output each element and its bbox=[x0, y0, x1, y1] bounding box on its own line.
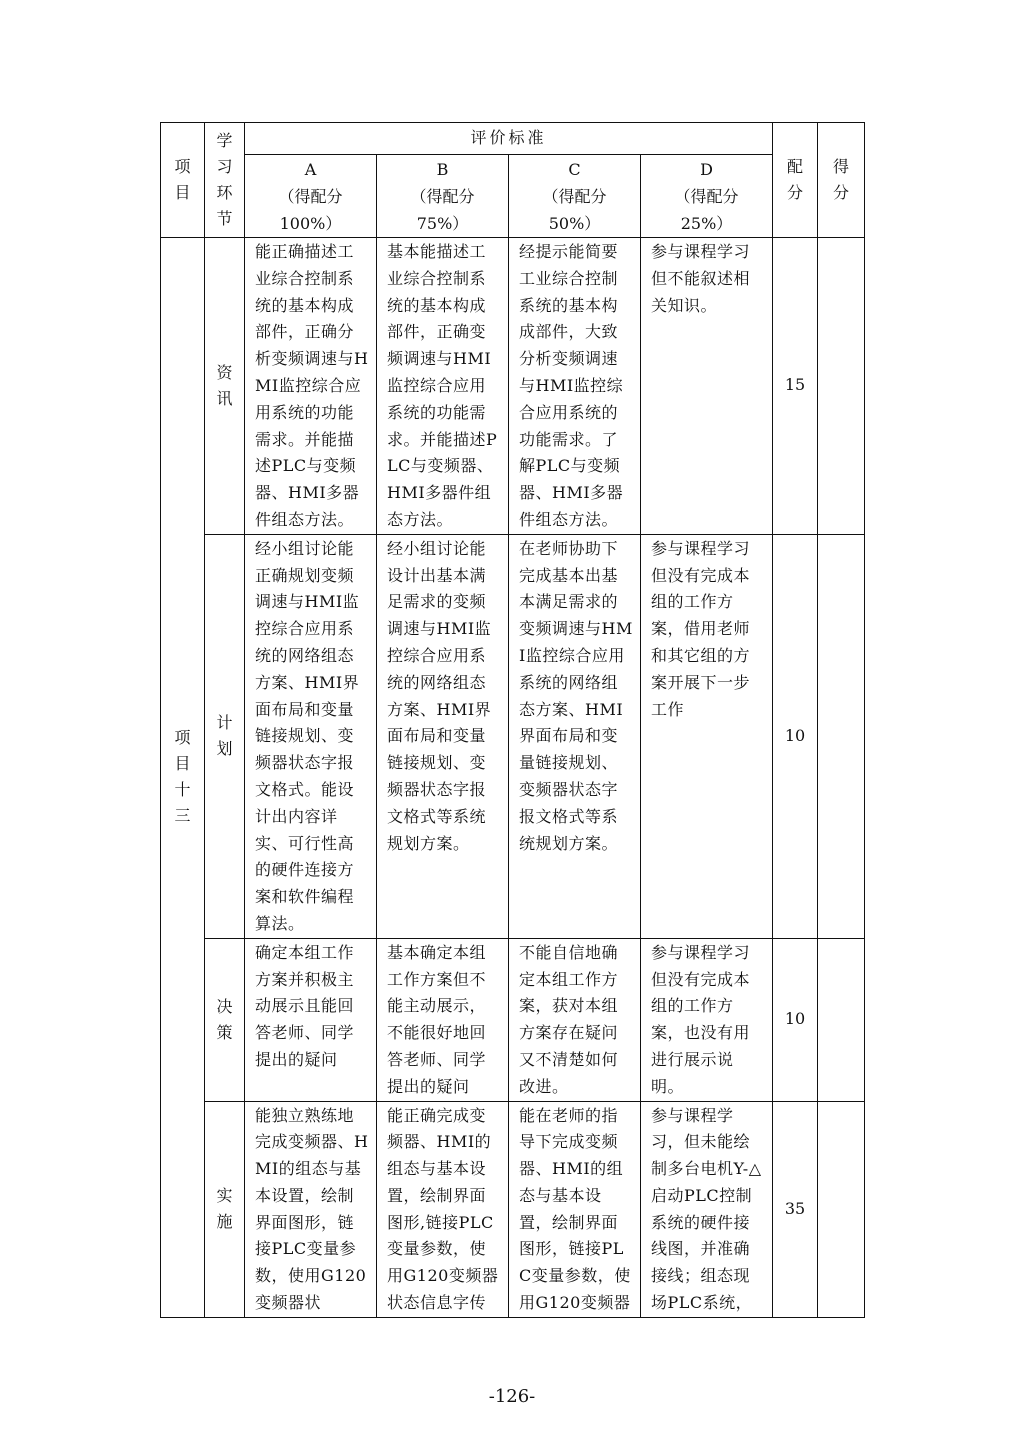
phase-label: 计 划 bbox=[216, 713, 233, 759]
score-cell[interactable] bbox=[818, 534, 865, 938]
header-points-label: 配 分 bbox=[787, 157, 804, 202]
level-c-weight-label: （得配分 bbox=[542, 187, 607, 206]
header-project-label: 项 目 bbox=[174, 157, 191, 202]
points-cell: 35 bbox=[773, 1101, 818, 1317]
score-cell[interactable] bbox=[818, 238, 865, 535]
table-row bbox=[161, 238, 865, 535]
phase-cell bbox=[205, 238, 245, 535]
header-criteria: 评价标准 bbox=[245, 123, 773, 155]
level-b-weight-pct: 75%） bbox=[416, 214, 469, 233]
level-d-weight-pct: 25%） bbox=[680, 214, 733, 233]
level-c-weight-pct: 50%） bbox=[548, 214, 601, 233]
criteria-c-cell: 能在老师的指导下完成变频器、HMI的组态与基本设置，绘制界面图形，链接PLC变量参数，使用G120变频器 bbox=[509, 1101, 641, 1317]
level-c-grade: C bbox=[568, 160, 581, 179]
criteria-d-cell: 参与课程学习但没有完成本组的工作方案，也没有用进行展示说明。 bbox=[641, 938, 773, 1101]
evaluation-table bbox=[160, 122, 865, 1318]
criteria-d-cell: 参与课程学习，但未能绘制多台电机Y-△启动PLC控制系统的硬件接线图，并准确接线；组态现场PLC系统， bbox=[641, 1101, 773, 1317]
table-row bbox=[161, 534, 865, 938]
points-cell: 10 bbox=[773, 534, 818, 938]
phase-label: 资 讯 bbox=[216, 362, 233, 408]
header-score bbox=[818, 123, 865, 238]
page-number: -126- bbox=[488, 1386, 536, 1407]
phase-label: 实 施 bbox=[216, 1186, 233, 1232]
header-level-b bbox=[377, 155, 509, 238]
project-name-cell bbox=[161, 238, 205, 1318]
phase-label: 决 策 bbox=[216, 996, 233, 1042]
level-a-grade: A bbox=[304, 160, 317, 179]
header-phase bbox=[205, 123, 245, 238]
criteria-c-cell: 不能自信地确定本组工作方案，获对本组方案存在疑问又不清楚如何改进。 bbox=[509, 938, 641, 1101]
header-level-c bbox=[509, 155, 641, 238]
phase-cell bbox=[205, 534, 245, 938]
score-cell[interactable] bbox=[818, 938, 865, 1101]
criteria-a-cell: 能正确描述工业综合控制系统的基本构成部件，正确分析变频调速与HMI监控综合应用系统的功能需求。并能描述PLC与变频器、HMI多器件组态方法。 bbox=[245, 238, 377, 535]
criteria-a-cell: 能独立熟练地完成变频器、HMI的组态与基本设置，绘制界面图形，链接PLC变量参数，使用G120变频器状 bbox=[245, 1101, 377, 1317]
phase-cell bbox=[205, 1101, 245, 1317]
level-b-grade: B bbox=[436, 160, 449, 179]
criteria-d-cell: 参与课程学习但不能叙述相关知识。 bbox=[641, 238, 773, 535]
header-level-d bbox=[641, 155, 773, 238]
header-phase-label: 学 习 环 节 bbox=[216, 131, 233, 228]
criteria-c-cell: 在老师协助下完成基本出基本满足需求的变频调速与HMI监控综合应用系统的网络组态方案、HMI界面布局和变量链接规划、变频器状态字报文格式等系统规划方案。 bbox=[509, 534, 641, 938]
criteria-c-cell: 经提示能简要工业综合控制系统的基本构成部件，大致分析变频调速与HMI监控综合应用系统的功能需求。了解PLC与变频器、HMI多器件组态方法。 bbox=[509, 238, 641, 535]
header-project bbox=[161, 123, 205, 238]
level-d-grade: D bbox=[700, 160, 713, 179]
criteria-a-cell: 确定本组工作方案并积极主动展示且能回答老师、同学提出的疑问 bbox=[245, 938, 377, 1101]
criteria-a-cell: 经小组讨论能正确规划变频调速与HMI监控综合应用系统的网络组态方案、HMI界面布局和变量链接规划、变频器状态字报文格式。能设计出内容详实、可行性高的硬件连接方案和软件编程算法。 bbox=[245, 534, 377, 938]
points-cell: 15 bbox=[773, 238, 818, 535]
phase-cell bbox=[205, 938, 245, 1101]
header-level-a bbox=[245, 155, 377, 238]
project-name: 项 目 十 三 bbox=[174, 728, 191, 826]
criteria-b-cell: 基本能描述工业综合控制系统的基本构成部件，正确变频调速与HMI监控综合应用系统的功能需求。并能描述PLC与变频器、HMI多器件组态方法。 bbox=[377, 238, 509, 535]
level-a-weight-pct: 100%） bbox=[279, 214, 342, 233]
criteria-b-cell: 能正确完成变频器、HMI的组态与基本设置，绘制界面图形,链接PLC变量参数，使用G120变频器状态信息字传 bbox=[377, 1101, 509, 1317]
score-cell[interactable] bbox=[818, 1101, 865, 1317]
table-row bbox=[161, 1101, 865, 1317]
level-b-weight-label: （得配分 bbox=[410, 187, 475, 206]
level-d-weight-label: （得配分 bbox=[674, 187, 739, 206]
points-cell: 10 bbox=[773, 938, 818, 1101]
criteria-b-cell: 基本确定本组工作方案但不能主动展示，不能很好地回答老师、同学提出的疑问 bbox=[377, 938, 509, 1101]
criteria-b-cell: 经小组讨论能设计出基本满足需求的变频调速与HMI监控综合应用系统的网络组态方案、HMI界面布局和变量链接规划、变频器状态字报文格式等系统规划方案。 bbox=[377, 534, 509, 938]
header-points bbox=[773, 123, 818, 238]
level-a-weight-label: （得配分 bbox=[278, 187, 343, 206]
header-score-label: 得 分 bbox=[833, 157, 850, 202]
criteria-d-cell: 参与课程学习但没有完成本组的工作方案，借用老师和其它组的方案开展下一步工作 bbox=[641, 534, 773, 938]
table-row bbox=[161, 938, 865, 1101]
